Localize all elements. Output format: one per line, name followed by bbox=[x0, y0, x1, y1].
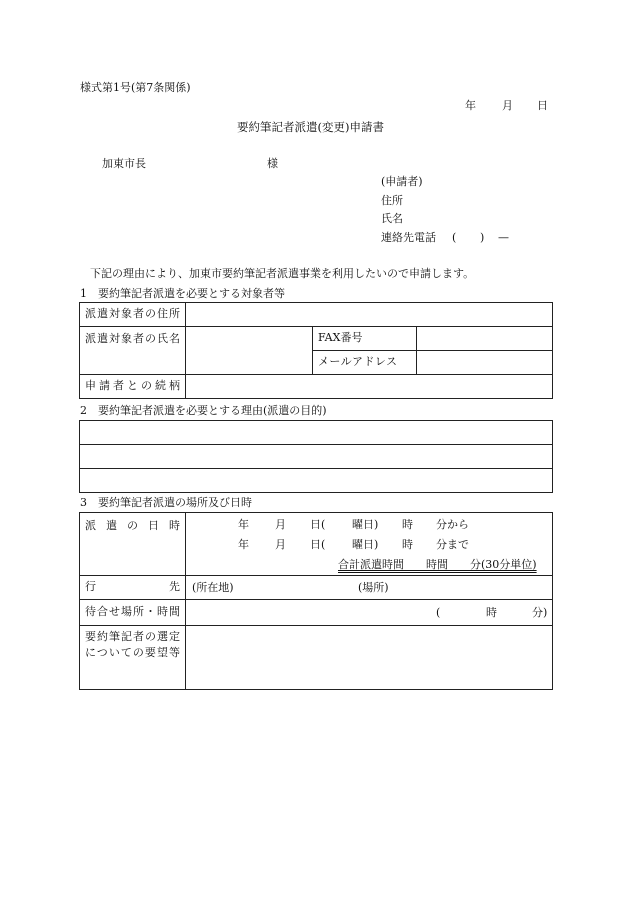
meeting-label: 待合せ場所・時間 bbox=[80, 600, 186, 626]
target-address-field[interactable] bbox=[186, 303, 553, 327]
meeting-field[interactable] bbox=[186, 600, 553, 626]
date-month-label: 月 bbox=[502, 99, 513, 112]
total-time-text: 合計派遣時間 時間 分(30分単位) bbox=[338, 558, 537, 571]
intro-text: 下記の理由により、加東市要約筆記者派遣事業を利用したいので申請します。 bbox=[90, 267, 475, 280]
schedule-table bbox=[79, 512, 553, 690]
meeting-paren-open: ( bbox=[436, 606, 441, 619]
from-text: 分から bbox=[436, 518, 469, 531]
target-name-field[interactable] bbox=[186, 327, 313, 375]
reason-line[interactable] bbox=[80, 421, 553, 445]
applicant-name-label: 氏名 bbox=[381, 212, 403, 225]
reason-line[interactable] bbox=[80, 469, 553, 493]
datetime-label: 派遣の日時 bbox=[80, 513, 186, 576]
fax-field[interactable] bbox=[417, 327, 553, 351]
relation-field[interactable] bbox=[186, 375, 553, 399]
destination-label: 行先 bbox=[80, 576, 186, 600]
until-weekday-label: 曜日) bbox=[352, 538, 379, 551]
reason-line[interactable] bbox=[80, 445, 553, 469]
addressee-honorific: 様 bbox=[267, 157, 278, 170]
request-label: 要約筆記者の選定についての要望等 bbox=[80, 626, 186, 690]
applicant-heading: (申請者) bbox=[381, 175, 423, 188]
section3-heading: 3 要約筆記者派遣の場所及び日時 bbox=[80, 496, 252, 509]
phone-dash: — bbox=[498, 231, 509, 244]
fax-label: FAX番号 bbox=[313, 327, 417, 351]
datetime-field[interactable] bbox=[186, 513, 553, 576]
until-hour-label: 時 bbox=[402, 538, 413, 551]
section1-heading: 1 要約筆記者派遣を必要とする対象者等 bbox=[80, 287, 285, 300]
until-text: 分まで bbox=[436, 538, 469, 551]
date-year-label: 年 bbox=[465, 99, 476, 112]
addressee-name: 加東市長 bbox=[102, 157, 146, 170]
document-title: 要約筆記者派遣(変更)申請書 bbox=[237, 120, 384, 134]
phone-paren-close: ) bbox=[480, 231, 485, 244]
relation-label: 申請者との続柄 bbox=[80, 375, 186, 399]
applicant-address-label: 住所 bbox=[381, 194, 403, 207]
meeting-hour-label: 時 bbox=[486, 606, 497, 619]
applicant-phone-label: 連絡先電話 bbox=[381, 231, 436, 244]
section2-heading: 2 要約筆記者派遣を必要とする理由(派遣の目的) bbox=[80, 404, 327, 417]
reason-table bbox=[79, 420, 553, 493]
email-field[interactable] bbox=[417, 351, 553, 375]
meeting-minute-label: 分) bbox=[532, 606, 548, 619]
request-field[interactable] bbox=[186, 626, 553, 690]
target-person-table bbox=[79, 302, 553, 399]
until-month-label: 月 bbox=[275, 538, 286, 551]
date-day-label: 日 bbox=[537, 99, 548, 112]
phone-paren-open: ( bbox=[452, 231, 457, 244]
until-day-label: 日( bbox=[310, 538, 326, 551]
from-day-label: 日( bbox=[310, 518, 326, 531]
from-hour-label: 時 bbox=[402, 518, 413, 531]
from-year-label: 年 bbox=[238, 518, 249, 531]
location-label: (所在地) bbox=[192, 581, 234, 594]
from-weekday-label: 曜日) bbox=[352, 518, 379, 531]
email-label: メールアドレス bbox=[313, 351, 417, 375]
from-month-label: 月 bbox=[275, 518, 286, 531]
target-name-label: 派遣対象者の氏名 bbox=[80, 327, 186, 375]
target-address-label: 派遣対象者の住所 bbox=[80, 303, 186, 327]
form-number: 様式第1号(第7条関係) bbox=[80, 81, 191, 94]
place-label: (場所) bbox=[358, 581, 389, 594]
destination-field[interactable] bbox=[186, 576, 553, 600]
until-year-label: 年 bbox=[238, 538, 249, 551]
